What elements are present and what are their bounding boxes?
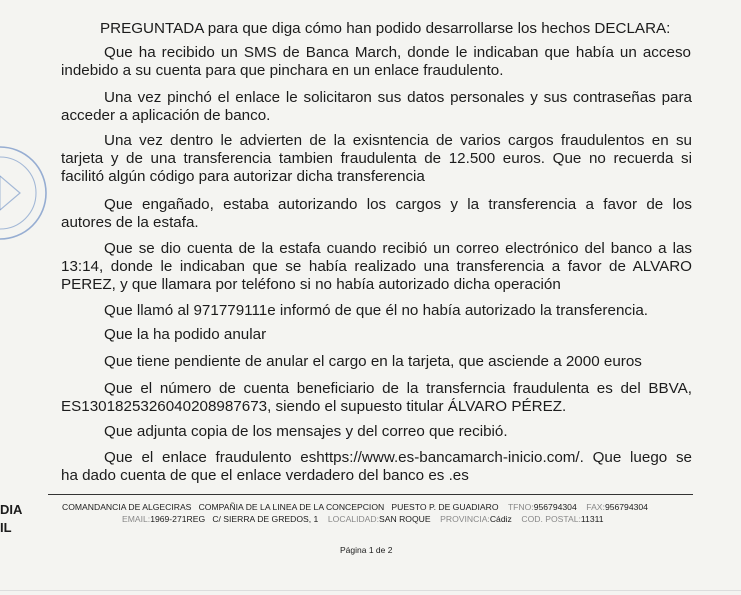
paragraph-5-line-1: Que se dio cuenta de la estafa cuando recibió un correo electrónico del banco a las bbox=[104, 240, 692, 257]
footer-email: 1969-271REG bbox=[150, 514, 206, 524]
footer-tfno: 956794304 bbox=[533, 502, 577, 512]
footer-address: C/ SIERRA DE GREDOS, 1 bbox=[212, 514, 319, 524]
paragraph-9-line-1: Que el número de cuenta beneficiario de la transferncia fraudulenta es del BBVA, bbox=[104, 380, 692, 397]
page-number: Página 1 de 2 bbox=[340, 545, 393, 555]
footer-fax: 956794304 bbox=[604, 502, 648, 512]
footer-tfno-label: TFNO: bbox=[507, 502, 534, 512]
footer-cp: 11311 bbox=[580, 514, 604, 524]
footer-compania: COMPAÑIA DE LA LINEA DE LA CONCEPCION bbox=[198, 502, 385, 512]
paragraph-5-line-3: PEREZ, y que llamara por teléfono si no había autorizado dicha operación bbox=[61, 276, 561, 293]
paragraph-9-line-2: ES1301825326040208987673, siendo el supuesto titular ÁLVARO PÉREZ. bbox=[61, 398, 567, 415]
paragraph-1-line-1: Que ha recibido un SMS de Banca March, donde le indicaban que había un acceso bbox=[104, 44, 691, 61]
paragraph-1-line-2: indebido a su cuenta para que pinchara en un enlace fraudulento. bbox=[61, 62, 504, 79]
footer-provincia: Cádiz bbox=[489, 514, 512, 524]
footer-comandancia: COMANDANCIA DE ALGECIRAS bbox=[62, 502, 192, 512]
statement-intro: PREGUNTADA para que diga cómo han podido desarrollarse los hechos DECLARA: bbox=[100, 20, 671, 37]
footer-cp-label: COD. POSTAL: bbox=[521, 514, 581, 524]
paragraph-3-line-1: Una vez dentro le advierten de la exisntencia de varios cargos fraudulentos en su bbox=[104, 132, 692, 149]
paragraph-5-line-2: 13:14, donde le indicaban que se había realizado una transferencia a favor de ALVARO bbox=[61, 258, 692, 275]
footer-email-label: EMAIL: bbox=[122, 514, 151, 524]
paragraph-10-line-1: Que adjunta copia de los mensajes y del correo que recibió. bbox=[104, 423, 508, 440]
official-stamp bbox=[0, 118, 50, 268]
paragraph-11-line-1: Que el enlace fraudulento eshttps://www.es-bancamarch-inicio.com/. Que luego se bbox=[104, 449, 692, 466]
page-edge bbox=[0, 590, 741, 591]
paragraph-6-line-1: Que llamó al 971779111e informó de que él no había autorizado la transferencia. bbox=[104, 302, 649, 319]
footer-localidad: SAN ROQUE bbox=[379, 514, 431, 524]
footer-line-2 bbox=[122, 514, 604, 525]
paragraph-4-line-1: Que engañado, estaba autorizando los cargos y la transferencia a favor de los bbox=[104, 196, 692, 213]
paragraph-3-line-2: tarjeta y de una transferencia tambien fraudulenta de 12.500 euros. Que no recuerda si bbox=[61, 150, 692, 167]
paragraph-2-line-1: Una vez pinchó el enlace le solicitaron sus datos personales y sus contraseñas para bbox=[104, 89, 692, 106]
document-footer bbox=[48, 494, 693, 533]
footer-localidad-label: LOCALIDAD: bbox=[327, 514, 380, 524]
paragraph-11-line-2: ha dado cuenta de que el enlace verdadero del banco es .es bbox=[61, 467, 469, 484]
side-text-1: DIA bbox=[0, 502, 23, 517]
footer-puesto: PUESTO P. DE GUADIARO bbox=[391, 502, 499, 512]
paragraph-7-line-1: Que la ha podido anular bbox=[104, 326, 267, 343]
paragraph-2-line-2: acceder a aplicación de banco. bbox=[61, 107, 271, 124]
footer-fax-label: FAX: bbox=[586, 502, 605, 512]
side-text-2: IL bbox=[0, 520, 12, 535]
footer-provincia-label: PROVINCIA: bbox=[440, 514, 490, 524]
paragraph-4-line-2: autores de la estafa. bbox=[61, 214, 199, 231]
footer-line-1 bbox=[62, 502, 648, 513]
paragraph-3-line-3: facilitó algún código para autorizar dicha transferencia bbox=[61, 168, 425, 185]
paragraph-8-line-1: Que tiene pendiente de anular el cargo en la tarjeta, que asciende a 2000 euros bbox=[104, 353, 642, 370]
